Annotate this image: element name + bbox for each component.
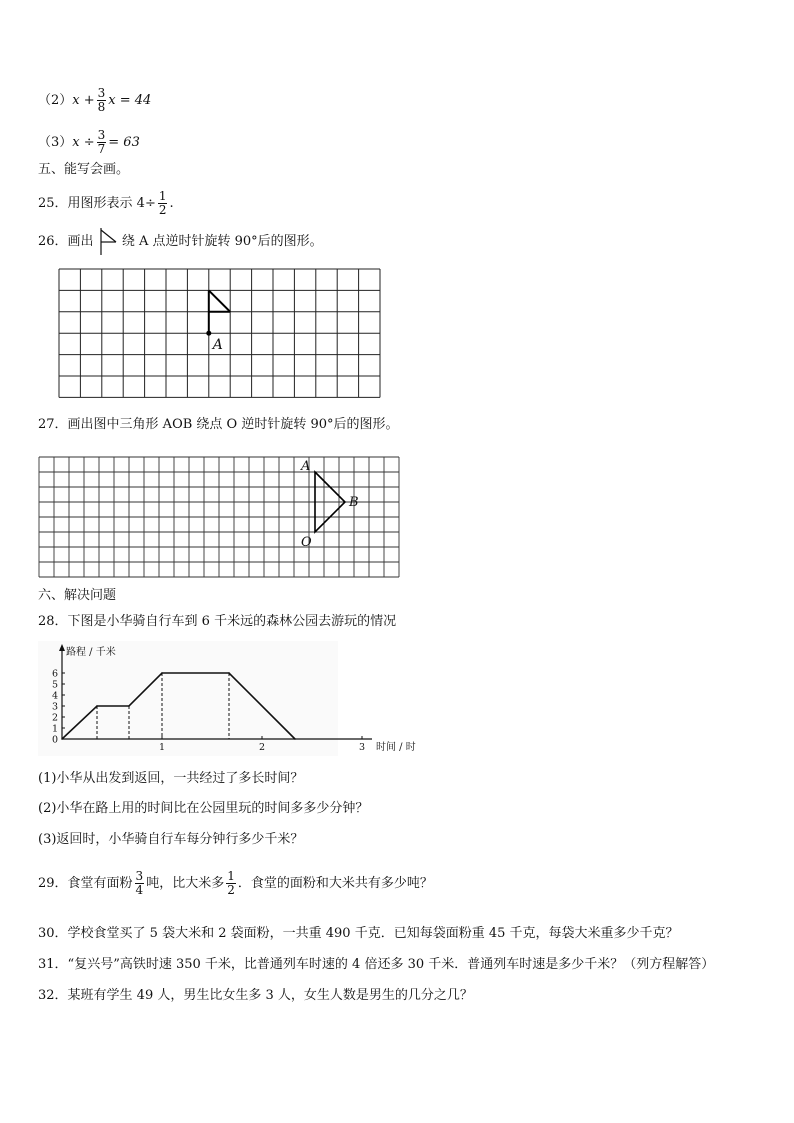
x-axis-label: 时间 / 时 [376,742,416,753]
y-tick-label: 2 [52,712,59,724]
y-tick-label: 5 [52,679,59,691]
question-27: 27．画出图中三角形 AOB 绕点 O 逆时针旋转 90°后的图形。 [38,417,399,432]
point-b-label: B [349,495,359,510]
fraction: $\frac{3}{4}$ [135,869,144,897]
flag-edge [209,290,230,311]
equation-2-label: （2） [38,93,73,108]
equation-3-label: （3） [38,135,73,150]
data-point [61,738,63,740]
question-32: 32．某班有学生 49 人，男生比女生多 3 人，女生人数是男生的几分之几？ [38,988,473,1003]
data-point [128,705,130,707]
question-28-part-1: (1)小华从出发到返回，一共经过了多长时间？ [38,771,304,786]
rotation-grid-27 [38,454,404,576]
section-6-heading: 六、解决问题 [38,588,117,603]
fraction: $\frac{1}{2}$ [227,869,235,897]
equation-2 [38,87,151,114]
equation-2-left: x + [72,93,95,108]
y-tick-label: 4 [52,690,59,702]
question-28-part-3: (3)返回时，小华骑自行车每分钟行多少千米？ [38,832,304,847]
fraction: $\frac{3}{8}$ [97,86,106,114]
rotation-grid-26 [58,268,384,400]
y-axis-label: 路程 / 千米 [66,647,116,658]
point-a-label: A [301,459,311,474]
data-point [294,738,296,740]
data-point [228,672,230,674]
equation-2-right: x = 44 [108,93,152,108]
flag-icon [98,228,118,256]
equation-3-right: = 63 [108,135,140,150]
y-tick-label: 0 [52,734,59,746]
question-30: 30．学校食堂买了 5 袋大米和 2 袋面粉，一共重 490 千克．已知每袋面粉重 45 千克，每袋大米重多少千克？ [38,926,679,941]
x-tick-label: 1 [159,742,166,753]
data-point [96,705,98,707]
question-29: 29．食堂有面粉 $\frac{3}{4}$ 吨，比大米多 $\frac{1}{2}$ ．食堂的面粉和大米共有多少吨？ [38,869,433,897]
data-point [161,672,163,674]
fraction: $\frac{1}{2}$ [158,189,167,217]
question-28-part-2: (2)小华在路上用的时间比在公园里玩的时间多多少分钟？ [38,801,369,816]
y-tick-label: 3 [52,701,59,713]
distance-time-chart [38,641,416,756]
x-tick-label: 3 [359,742,366,753]
question-26: 26．画出 绕 A 点逆时针旋转 90°后的图形。 [38,233,323,251]
question-31: 31．“复兴号”高铁时速 350 千米，比普通列车时速的 4 倍还多 30 千米．普通列车时速是多少千米？（列方程解答） [38,957,715,972]
y-tick-label: 1 [52,723,59,735]
point-a-label: A [212,337,223,354]
point-a-dot [206,331,211,336]
x-tick-label: 2 [259,742,266,753]
fraction: $\frac{3}{7}$ [97,128,106,156]
y-tick-label: 6 [52,668,59,680]
point-o-label: O [301,535,312,550]
section-5-heading: 五、能写会画。 [38,162,130,177]
equation-3-left: x ÷ [72,135,95,150]
question-25: 25．用图形表示 4÷ $\frac{1}{2}$ . [38,189,174,217]
question-28: 28．下图是小华骑自行车到 6 千米远的森林公园去游玩的情况 [38,614,397,629]
equation-3 [38,129,140,156]
